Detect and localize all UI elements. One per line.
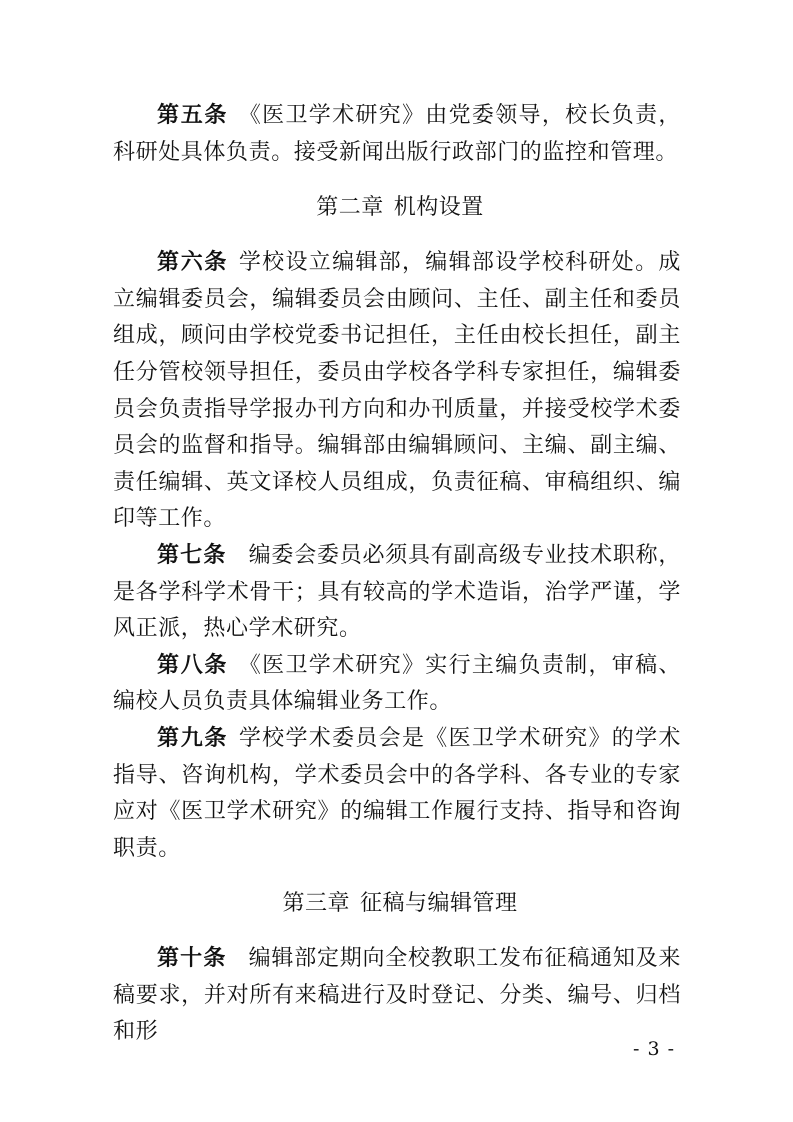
article-label: 第六条 bbox=[157, 250, 229, 276]
article-text: 学校设立编辑部，编辑部设学校科研处。成立编辑委员会，编辑委员会由顾问、主任、副主任和委员组成，顾问由学校党委书记担任，主任由校长担任，副主任分管校领导担任，委员由学校各学科专家担任，编辑委员会负责指导学报办刊方向和办刊质量，并接受校学术委员会的监督和指导。编辑部由编辑顾问、主编、副主编、责任编辑、英文译校人员组成，负责征稿、审稿组织、编印等工作。 bbox=[113, 250, 681, 532]
document-body bbox=[113, 98, 681, 1051]
article-label: 第八条 bbox=[157, 652, 229, 678]
chapter-3-heading bbox=[113, 886, 681, 922]
article-7 bbox=[113, 538, 681, 648]
article-label: 第五条 bbox=[157, 103, 229, 128]
article-5 bbox=[113, 98, 681, 171]
article-9 bbox=[113, 721, 681, 867]
article-text: 编委会委员必须具有副高级专业技术职称，是各学科学术骨干；具有较高的学术造诣，治学严谨，学风正派，热心学术研究。 bbox=[113, 542, 681, 642]
chapter-number: 第三章 bbox=[282, 891, 350, 917]
article-label: 第十条 bbox=[157, 946, 227, 972]
chapter-number: 第二章 bbox=[316, 195, 384, 221]
article-text: 《医卫学术研究》由党委领导，校长负责，科研处具体负责。接受新闻出版行政部门的监控和管理。 bbox=[113, 103, 681, 165]
article-text: 《医卫学术研究》实行主编负责制，审稿、编校人员负责具体编辑业务工作。 bbox=[113, 652, 681, 715]
article-text: 编辑部定期向全校教职工发布征稿通知及来稿要求，并对所有来稿进行及时登记、分类、编号、归档和形 bbox=[113, 946, 681, 1045]
article-label: 第七条 bbox=[157, 542, 227, 568]
chapter-title: 征稿与编辑管理 bbox=[360, 891, 518, 917]
article-text: 学校学术委员会是《医卫学术研究》的学术指导、咨询机构，学术委员会中的各学科、各专业的专家应对《医卫学术研究》的编辑工作履行支持、指导和咨询职责。 bbox=[113, 725, 681, 861]
article-label: 第九条 bbox=[157, 725, 229, 751]
chapter-title: 机构设置 bbox=[393, 195, 484, 221]
article-8 bbox=[113, 648, 681, 721]
article-6 bbox=[113, 245, 681, 538]
page-number: - 3 - bbox=[632, 1038, 675, 1060]
article-10 bbox=[113, 941, 681, 1051]
chapter-2-heading bbox=[113, 190, 681, 226]
